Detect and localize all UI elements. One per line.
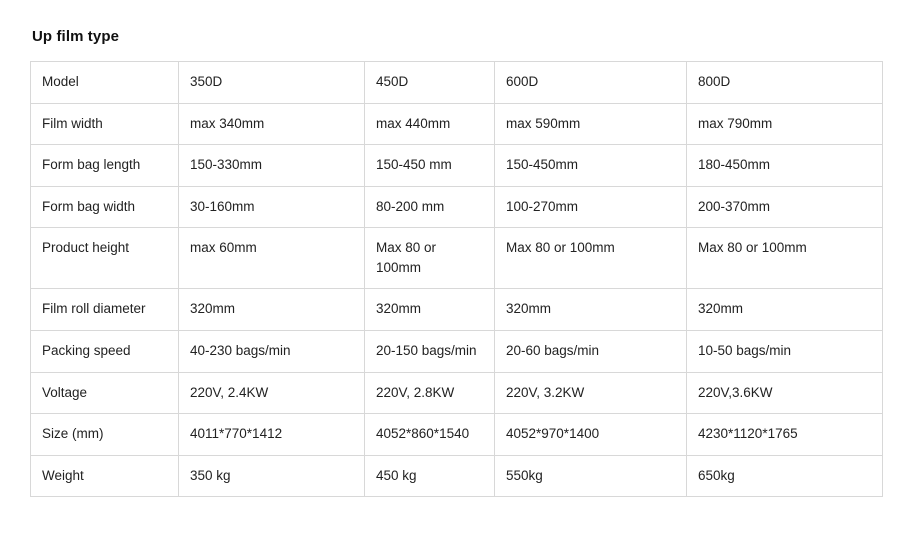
row-value: 800D (687, 62, 883, 104)
row-value: 10-50 bags/min (687, 330, 883, 372)
table-row (31, 372, 883, 414)
table-row (31, 455, 883, 497)
row-value: Max 80 or 100mm (365, 228, 495, 289)
row-value: 350D (179, 62, 365, 104)
row-label: Packing speed (31, 330, 179, 372)
row-value: 150-450mm (495, 145, 687, 187)
row-label: Size (mm) (31, 414, 179, 456)
row-label: Film roll diameter (31, 289, 179, 331)
row-value: 20-150 bags/min (365, 330, 495, 372)
row-value: 40-230 bags/min (179, 330, 365, 372)
row-value: 320mm (179, 289, 365, 331)
row-value: 150-330mm (179, 145, 365, 187)
row-value: max 590mm (495, 103, 687, 145)
row-value: 350 kg (179, 455, 365, 497)
row-value: 4011*770*1412 (179, 414, 365, 456)
table-row (31, 186, 883, 228)
row-label: Film width (31, 103, 179, 145)
table-row (31, 330, 883, 372)
row-value: 4230*1120*1765 (687, 414, 883, 456)
row-value: 450D (365, 62, 495, 104)
row-value: 600D (495, 62, 687, 104)
row-label: Model (31, 62, 179, 104)
row-value: 320mm (365, 289, 495, 331)
row-value: 450 kg (365, 455, 495, 497)
row-value: 30-160mm (179, 186, 365, 228)
row-value: 200-370mm (687, 186, 883, 228)
row-value: 220V, 2.8KW (365, 372, 495, 414)
row-value: max 60mm (179, 228, 365, 289)
page-title: Up film type (32, 28, 120, 45)
row-value: 550kg (495, 455, 687, 497)
row-value: 220V,3.6KW (687, 372, 883, 414)
row-value: 150-450 mm (365, 145, 495, 187)
row-label: Weight (31, 455, 179, 497)
row-value: 180-450mm (687, 145, 883, 187)
table-row (31, 145, 883, 187)
table-row (31, 103, 883, 145)
table-row (31, 62, 883, 104)
row-value: 650kg (687, 455, 883, 497)
row-value: 220V, 3.2KW (495, 372, 687, 414)
row-value: max 340mm (179, 103, 365, 145)
specification-table (30, 61, 883, 497)
row-value: Max 80 or 100mm (495, 228, 687, 289)
table-row (31, 414, 883, 456)
row-value: 100-270mm (495, 186, 687, 228)
row-value: 4052*860*1540 (365, 414, 495, 456)
table-row (31, 289, 883, 331)
row-value: 20-60 bags/min (495, 330, 687, 372)
row-label: Form bag width (31, 186, 179, 228)
row-value: 320mm (495, 289, 687, 331)
row-value: max 790mm (687, 103, 883, 145)
row-value: 320mm (687, 289, 883, 331)
row-value: 220V, 2.4KW (179, 372, 365, 414)
row-label: Product height (31, 228, 179, 289)
row-value: 80-200 mm (365, 186, 495, 228)
row-value: Max 80 or 100mm (687, 228, 883, 289)
row-label: Voltage (31, 372, 179, 414)
row-value: max 440mm (365, 103, 495, 145)
row-label: Form bag length (31, 145, 179, 187)
table-row (31, 228, 883, 289)
row-value: 4052*970*1400 (495, 414, 687, 456)
